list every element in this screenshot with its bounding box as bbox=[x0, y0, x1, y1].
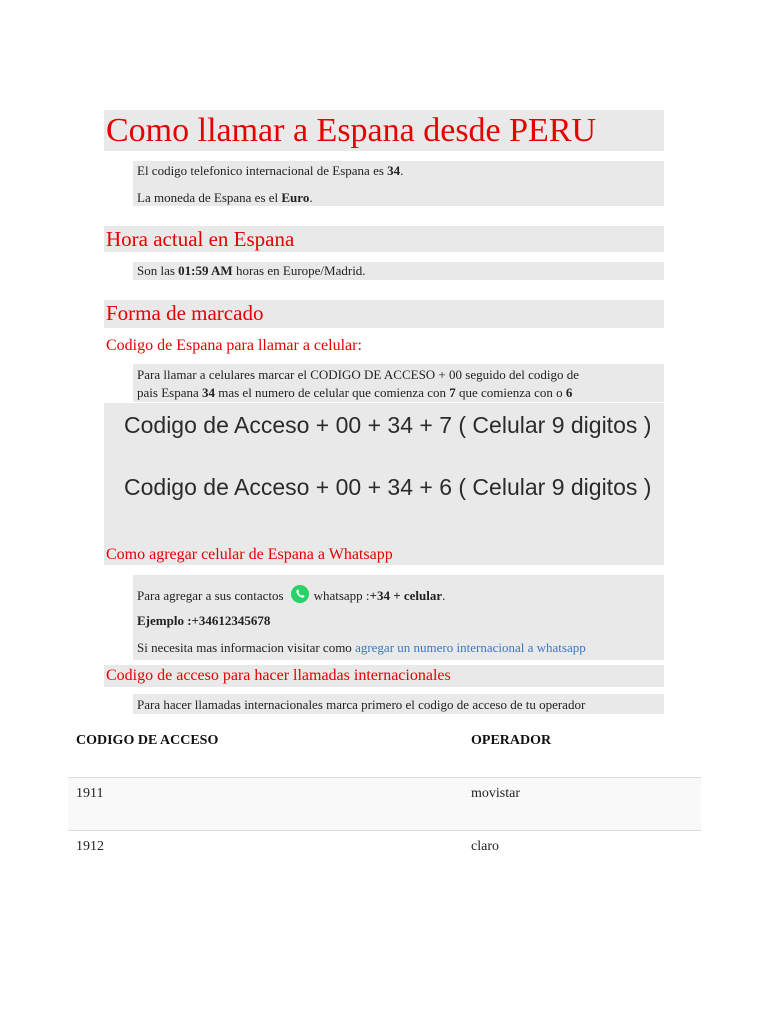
table-header-divider bbox=[68, 777, 701, 778]
table-row-2-code: 1912 bbox=[76, 839, 104, 854]
page-title: Como llamar a Espana desde PERU bbox=[106, 112, 597, 149]
access-text: Para hacer llamadas internacionales marca primero el codigo de acceso de tu operador bbox=[137, 697, 586, 712]
whatsapp-more-info: Si necesita mas informacion visitar como agregar un numero internacional a whatsapp bbox=[137, 640, 586, 655]
table-row-stripe bbox=[68, 778, 701, 831]
current-time-value: 01:59 AM bbox=[178, 263, 233, 278]
dial-formula-6: Codigo de Acceso + 00 + 34 + 6 ( Celular 9 digitos ) bbox=[124, 474, 652, 500]
whatsapp-heading: Como agregar celular de Espana a Whatsapp bbox=[106, 546, 393, 563]
whatsapp-info-link[interactable]: agregar un numero internacional a whatsapp bbox=[355, 640, 586, 655]
country-code-text: El codigo telefonico internacional de Espana es 34. bbox=[137, 163, 404, 178]
table-row-1-code: 1911 bbox=[76, 786, 104, 801]
table-row-1-operator: movistar bbox=[471, 786, 520, 801]
access-heading: Codigo de acceso para hacer llamadas internacionales bbox=[106, 667, 451, 684]
dial-subheading: Codigo de Espana para llamar a celular: bbox=[106, 337, 362, 354]
currency-value: Euro bbox=[281, 190, 310, 205]
whatsapp-example: Ejemplo :+34612345678 bbox=[137, 613, 271, 628]
table-header-operator: OPERADOR bbox=[471, 733, 552, 748]
dial-formula-7: Codigo de Acceso + 00 + 34 + 7 ( Celular 9 digitos ) bbox=[124, 412, 652, 438]
table-header-code: CODIGO DE ACCESO bbox=[76, 733, 219, 748]
dial-heading: Forma de marcado bbox=[106, 301, 264, 325]
whatsapp-icon bbox=[290, 584, 310, 604]
table-row-divider bbox=[68, 830, 701, 831]
country-code-value: 34 bbox=[387, 163, 401, 178]
table-row-2-operator: claro bbox=[471, 839, 499, 854]
dial-instructions-line1: Para llamar a celulares marcar el CODIGO DE ACCESO + 00 seguido del codigo de bbox=[137, 367, 579, 382]
time-heading: Hora actual en Espana bbox=[106, 227, 295, 251]
currency-text: La moneda de Espana es el Euro. bbox=[137, 190, 313, 205]
current-time-text: Son las 01:59 AM horas en Europe/Madrid. bbox=[137, 263, 366, 278]
whatsapp-add-text: Para agregar a sus contactos whatsapp :+34 + celular. bbox=[137, 584, 445, 604]
dial-instructions-line2: pais Espana 34 mas el numero de celular que comienza con 7 que comienza con o 6 bbox=[137, 385, 573, 400]
